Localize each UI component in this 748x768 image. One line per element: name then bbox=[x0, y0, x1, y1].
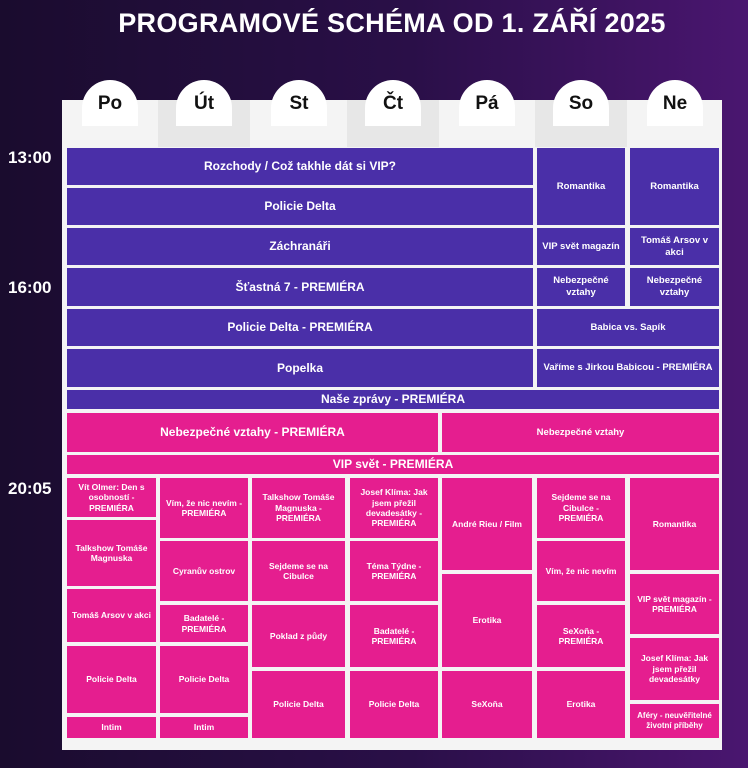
show-zachranari[interactable]: Záchranáři bbox=[67, 228, 533, 265]
show-ne-2[interactable]: VIP svět magazín - PREMIÉRA bbox=[630, 574, 719, 634]
show-ne-4[interactable]: Aféry - neuvěřitelné životní příběhy bbox=[630, 704, 719, 738]
page-title: PROGRAMOVÉ SCHÉMA OD 1. ZÁŘÍ 2025 bbox=[118, 8, 666, 38]
day-tab-so: So bbox=[553, 80, 609, 126]
show-vip-svet-magazin-so[interactable]: VIP svět magazín bbox=[537, 228, 625, 265]
show-so-3[interactable]: SeXoňa - PREMIÉRA bbox=[537, 605, 625, 667]
show-nase-zpravy[interactable]: Naše zprávy - PREMIÉRA bbox=[67, 390, 719, 409]
show-st-2[interactable]: Sejdeme se na Cibulce bbox=[252, 541, 345, 601]
show-ut-5[interactable]: Intim bbox=[160, 717, 248, 738]
show-ut-4[interactable]: Policie Delta bbox=[160, 646, 248, 713]
show-ct-1[interactable]: Josef Klíma: Jak jsem přežil devadesátky - PREMIÉRA bbox=[350, 478, 438, 538]
show-st-3[interactable]: Poklad z půdy bbox=[252, 605, 345, 667]
show-po-2[interactable]: Talkshow Tomáše Magnuska bbox=[67, 520, 156, 586]
show-so-2[interactable]: Vím, že nic nevím bbox=[537, 541, 625, 601]
show-nebezpecne-ne[interactable]: Nebezpečné vztahy bbox=[630, 268, 719, 306]
show-vip-svet-premiera[interactable]: VIP svět - PREMIÉRA bbox=[67, 455, 719, 474]
show-po-1[interactable]: Vít Olmer: Den s osobností - PREMIÉRA bbox=[67, 478, 156, 517]
show-po-4[interactable]: Policie Delta bbox=[67, 646, 156, 713]
show-nebezpecne-vztahy[interactable]: Nebezpečné vztahy bbox=[442, 413, 719, 452]
show-so-1[interactable]: Sejdeme se na Cibulce - PREMIÉRA bbox=[537, 478, 625, 538]
day-tab-ne: Ne bbox=[647, 80, 703, 126]
show-tomas-arsov-ne[interactable]: Tomáš Arsov v akci bbox=[630, 228, 719, 265]
show-ct-2[interactable]: Téma Týdne - PREMIÉRA bbox=[350, 541, 438, 601]
show-romantika-so[interactable]: Romantika bbox=[537, 148, 625, 225]
show-varime[interactable]: Vaříme s Jirkou Babicou - PREMIÉRA bbox=[537, 349, 719, 387]
show-ne-3[interactable]: Josef Klíma: Jak jsem přežil devadesátky bbox=[630, 638, 719, 700]
show-babica-sapik[interactable]: Babica vs. Sapík bbox=[537, 309, 719, 346]
day-tab-ct: Čt bbox=[365, 80, 421, 126]
time-label-1600: 16:00 bbox=[8, 278, 52, 297]
show-so-4[interactable]: Erotika bbox=[537, 671, 625, 738]
show-ut-3[interactable]: Badatelé - PREMIÉRA bbox=[160, 605, 248, 642]
show-policie-delta-premiera[interactable]: Policie Delta - PREMIÉRA bbox=[67, 309, 533, 346]
show-ct-3[interactable]: Badatelé - PREMIÉRA bbox=[350, 605, 438, 667]
show-ne-1[interactable]: Romantika bbox=[630, 478, 719, 570]
show-nebezpecne-so[interactable]: Nebezpečné vztahy bbox=[537, 268, 625, 306]
day-tab-po: Po bbox=[82, 80, 138, 126]
day-tab-ut: Út bbox=[176, 80, 232, 126]
day-tab-pa: Pá bbox=[459, 80, 515, 126]
show-ct-4[interactable]: Policie Delta bbox=[350, 671, 438, 738]
show-st-4[interactable]: Policie Delta bbox=[252, 671, 345, 738]
show-nebezpecne-premiera[interactable]: Nebezpečné vztahy - PREMIÉRA bbox=[67, 413, 438, 452]
show-pa-2[interactable]: Erotika bbox=[442, 574, 532, 667]
show-po-3[interactable]: Tomáš Arsov v akci bbox=[67, 589, 156, 642]
show-popelka[interactable]: Popelka bbox=[67, 349, 533, 387]
show-ut-1[interactable]: Vím, že nic nevím - PREMIÉRA bbox=[160, 478, 248, 538]
day-tab-st: St bbox=[271, 80, 327, 126]
show-po-5[interactable]: Intim bbox=[67, 717, 156, 738]
show-pa-3[interactable]: SeXoňa bbox=[442, 671, 532, 738]
time-label-1300: 13:00 bbox=[8, 148, 52, 167]
show-policie-delta[interactable]: Policie Delta bbox=[67, 188, 533, 225]
show-st-1[interactable]: Talkshow Tomáše Magnuska - PREMIÉRA bbox=[252, 478, 345, 538]
show-romantika-ne[interactable]: Romantika bbox=[630, 148, 719, 225]
show-pa-1[interactable]: André Rieu / Film bbox=[442, 478, 532, 570]
time-label-2005: 20:05 bbox=[8, 479, 52, 498]
show-stastna-7[interactable]: Šťastná 7 - PREMIÉRA bbox=[67, 268, 533, 306]
show-ut-2[interactable]: Cyranův ostrov bbox=[160, 541, 248, 601]
show-rozchody[interactable]: Rozchody / Což takhle dát si VIP? bbox=[67, 148, 533, 185]
